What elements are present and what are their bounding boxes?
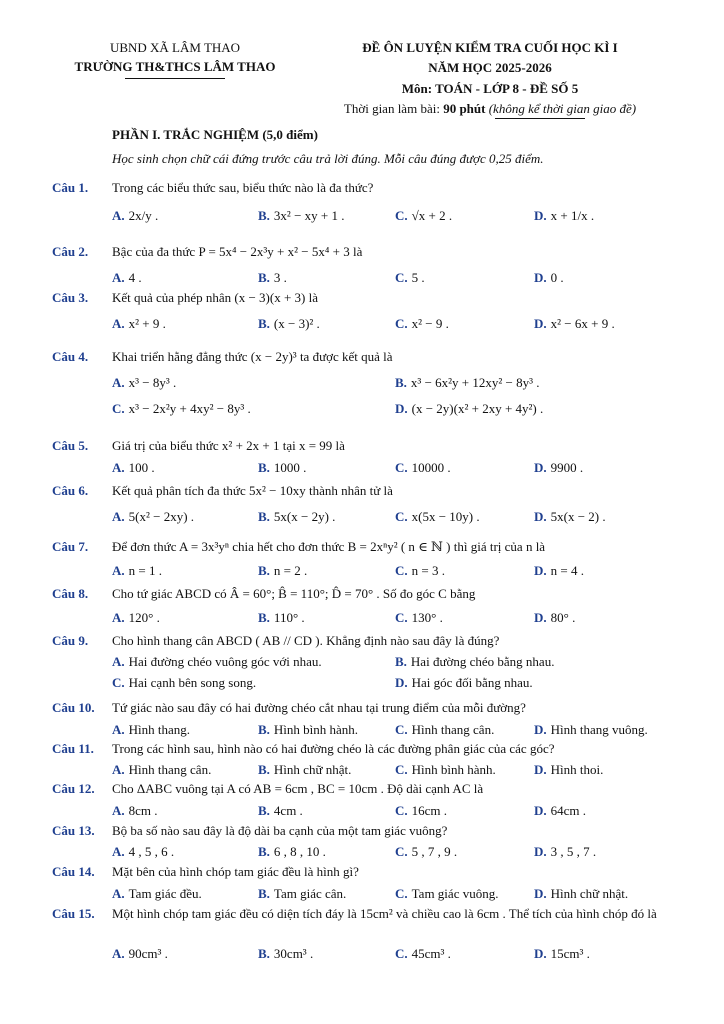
- answer-option[interactable]: [112, 844, 174, 860]
- option-label: C.: [395, 722, 408, 737]
- option-label: C.: [395, 208, 408, 223]
- answer-option[interactable]: [112, 886, 202, 902]
- question-number: Câu 12.: [52, 781, 95, 796]
- option-label: B.: [258, 762, 270, 777]
- answer-option[interactable]: [258, 886, 346, 902]
- option-label: C.: [395, 844, 408, 859]
- option-text: 6 , 8 , 10 .: [273, 844, 326, 859]
- option-text: Tam giác cân.: [273, 886, 347, 901]
- answer-option[interactable]: [395, 460, 451, 476]
- question: [52, 539, 682, 578]
- question-number: Câu 4.: [52, 349, 89, 364]
- answer-option[interactable]: [395, 208, 452, 224]
- option-text: x + 1/x .: [550, 208, 595, 223]
- answer-option[interactable]: [534, 460, 583, 476]
- option-label: C.: [395, 610, 408, 625]
- answer-option[interactable]: [112, 460, 155, 476]
- answer-option[interactable]: [395, 401, 543, 417]
- option-text: (x − 3)² .: [273, 316, 320, 331]
- time-prefix: Thời gian làm bài:: [343, 100, 444, 116]
- option-label: B.: [258, 722, 270, 737]
- option-label: C.: [395, 509, 408, 524]
- question-number: Câu 6.: [52, 483, 89, 498]
- answer-option[interactable]: [395, 762, 496, 778]
- option-text: 5x(x − 2y) .: [273, 509, 336, 524]
- option-label: D.: [534, 208, 547, 223]
- option-text: 5x(x − 2) .: [550, 509, 606, 524]
- answer-option[interactable]: [112, 803, 158, 819]
- option-label: D.: [534, 460, 547, 475]
- option-label: D.: [534, 886, 547, 901]
- option-label: D.: [534, 316, 547, 331]
- option-text: 30cm³ .: [273, 946, 314, 961]
- option-text: (x − 2y)(x² + 2xy + 4y²) .: [411, 401, 544, 416]
- question-text: Khai triển hằng đẳng thức (x − 2y)³ ta được kết quả là: [112, 349, 393, 364]
- option-text: 0 .: [550, 270, 564, 285]
- option-label: C.: [395, 316, 408, 331]
- option-label: A.: [112, 722, 125, 737]
- answer-option[interactable]: [112, 675, 256, 691]
- option-label: A.: [112, 270, 125, 285]
- option-text: 4cm .: [273, 803, 303, 818]
- option-text: x³ − 2x²y + 4xy² − 8y³ .: [128, 401, 251, 416]
- answer-option[interactable]: [395, 803, 447, 819]
- answer-option[interactable]: [395, 375, 540, 391]
- option-text: Hình chữ nhật.: [550, 886, 629, 901]
- section-title: PHẦN I. TRẮC NGHIỆM (5,0 điểm): [112, 127, 318, 142]
- option-text: Hình bình hành.: [273, 722, 359, 737]
- option-label: D.: [534, 509, 547, 524]
- answer-option[interactable]: [395, 844, 457, 860]
- question: [52, 290, 682, 331]
- option-text: 120° .: [128, 610, 160, 625]
- answer-option[interactable]: [534, 316, 615, 332]
- question: [52, 633, 682, 690]
- question-text: Trong các biểu thức sau, biểu thức nào là đa thức?: [112, 180, 374, 195]
- question-number: Câu 8.: [52, 586, 89, 601]
- option-label: B.: [258, 316, 270, 331]
- option-text: Hình thang cân.: [411, 722, 495, 737]
- answer-option[interactable]: [395, 722, 494, 738]
- option-label: C.: [112, 675, 125, 690]
- option-text: 130° .: [411, 610, 443, 625]
- option-label: C.: [395, 762, 408, 777]
- answer-option[interactable]: [534, 844, 596, 860]
- answer-option[interactable]: [258, 610, 305, 626]
- question-number: Câu 13.: [52, 823, 95, 838]
- question-text: Giá trị của biểu thức x² + 2x + 1 tại x = 99 là: [112, 438, 345, 453]
- option-label: D.: [534, 610, 547, 625]
- option-text: x² + 9 .: [128, 316, 166, 331]
- option-text: Hai đường chéo bằng nhau.: [410, 654, 555, 669]
- option-text: 3 .: [273, 270, 287, 285]
- option-label: A.: [112, 460, 125, 475]
- answer-option[interactable]: [258, 762, 351, 778]
- option-label: C.: [395, 270, 408, 285]
- time-value: 90 phút: [443, 100, 486, 116]
- option-label: C.: [395, 946, 408, 961]
- option-text: x³ − 8y³ .: [128, 375, 177, 390]
- option-label: C.: [395, 803, 408, 818]
- option-label: D.: [534, 803, 547, 818]
- answer-option[interactable]: [258, 803, 303, 819]
- answer-option[interactable]: [534, 610, 575, 626]
- option-text: 2x/y .: [128, 208, 159, 223]
- answer-option[interactable]: [395, 316, 449, 332]
- answer-option[interactable]: [395, 886, 498, 902]
- answer-option[interactable]: [112, 762, 211, 778]
- option-label: A.: [112, 375, 125, 390]
- question-text: Bậc của đa thức P = 5x⁴ − 2x³y + x² − 5x⁴ + 3 là: [112, 244, 363, 259]
- option-text: 100 .: [128, 460, 155, 475]
- option-label: B.: [258, 563, 270, 578]
- question-text: Kết quả của phép nhân (x − 3)(x + 3) là: [112, 290, 318, 305]
- option-text: x³ − 6x²y + 12xy² − 8y³ .: [410, 375, 540, 390]
- question-number: Câu 11.: [52, 741, 94, 756]
- question: [52, 864, 682, 901]
- answer-option[interactable]: [112, 610, 160, 626]
- option-text: 5(x² − 2xy) .: [128, 509, 195, 524]
- answer-option[interactable]: [395, 270, 425, 286]
- answer-option[interactable]: [534, 208, 594, 224]
- answer-option[interactable]: [534, 886, 628, 902]
- option-label: B.: [395, 654, 407, 669]
- option-text: 15cm³ .: [550, 946, 590, 961]
- option-label: A.: [112, 946, 125, 961]
- question-number: Câu 9.: [52, 633, 89, 648]
- option-text: Tam giác đều.: [128, 886, 202, 901]
- option-text: 1000 .: [273, 460, 307, 475]
- question-number: Câu 14.: [52, 864, 95, 879]
- answer-option[interactable]: [395, 675, 533, 691]
- question-number: Câu 2.: [52, 244, 89, 259]
- answer-option[interactable]: [258, 722, 358, 738]
- option-text: Tam giác vuông.: [411, 886, 499, 901]
- option-label: B.: [258, 460, 270, 475]
- option-text: Hai đường chéo vuông góc với nhau.: [128, 654, 322, 669]
- school-year: NĂM HỌC 2025-2026: [428, 60, 552, 76]
- option-label: A.: [112, 844, 125, 859]
- option-label: B.: [258, 610, 270, 625]
- question: [52, 741, 682, 777]
- option-text: √x + 2 .: [411, 208, 453, 223]
- answer-option[interactable]: [258, 208, 344, 224]
- question: [52, 244, 682, 285]
- answer-option[interactable]: [112, 401, 251, 417]
- option-text: x² − 6x + 9 .: [550, 316, 615, 331]
- question-text: Trong các hình sau, hình nào có hai đường chéo là các đường phân giác của các góc?: [112, 741, 555, 756]
- question-text: Bộ ba số nào sau đây là độ dài ba cạnh của một tam giác vuông?: [112, 823, 448, 838]
- answer-option[interactable]: [258, 270, 287, 286]
- question-text: Tứ giác nào sau đây có hai đường chéo cắt nhau tại trung điểm của mỗi đường?: [112, 700, 526, 715]
- question: [52, 438, 682, 475]
- divider: [495, 118, 585, 119]
- question: [52, 180, 682, 223]
- option-label: B.: [258, 270, 270, 285]
- answer-option[interactable]: [258, 946, 313, 962]
- answer-option[interactable]: [112, 654, 322, 670]
- option-text: Hình bình hành.: [411, 762, 496, 777]
- exam-title: ĐỀ ÔN LUYỆN KIỂM TRA CUỐI HỌC KÌ I: [362, 40, 618, 55]
- question-number: Câu 7.: [52, 539, 89, 554]
- option-label: A.: [112, 654, 125, 669]
- option-text: x² − 9 .: [411, 316, 449, 331]
- option-text: 80° .: [550, 610, 576, 625]
- answer-option[interactable]: [395, 610, 443, 626]
- option-label: D.: [534, 844, 547, 859]
- question: [52, 700, 682, 737]
- option-label: C.: [112, 401, 125, 416]
- option-label: B.: [258, 509, 270, 524]
- school-name: TRƯỜNG TH&THCS LÂM THAO: [74, 59, 276, 75]
- time-line: [320, 101, 660, 117]
- question-text: Cho ΔABC vuông tại A có AB = 6cm , BC = 10cm . Độ dài cạnh AC là: [112, 781, 484, 796]
- option-label: D.: [395, 401, 408, 416]
- option-text: n = 3 .: [411, 563, 445, 578]
- question-text: Cho hình thang cân ABCD ( AB // CD ). Khẳng định nào sau đây là đúng?: [112, 633, 500, 648]
- time-suffix: (không kể thời gian giao đề): [485, 100, 637, 116]
- option-label: D.: [534, 722, 547, 737]
- answer-option[interactable]: [258, 460, 306, 476]
- option-label: A.: [112, 208, 125, 223]
- question-number: Câu 5.: [52, 438, 89, 453]
- option-label: C.: [395, 886, 408, 901]
- option-label: B.: [258, 208, 270, 223]
- option-text: Hai cạnh bên song song.: [128, 675, 257, 690]
- answer-option[interactable]: [534, 946, 590, 962]
- exam-header: [320, 40, 660, 117]
- option-label: A.: [112, 762, 125, 777]
- question: [52, 781, 682, 818]
- question-number: Câu 15.: [52, 906, 95, 921]
- option-text: Hình thoi.: [550, 762, 604, 777]
- question-number: Câu 1.: [52, 180, 89, 195]
- answer-option[interactable]: [258, 316, 320, 332]
- answer-option[interactable]: [395, 946, 451, 962]
- option-text: Hình thang cân.: [128, 762, 212, 777]
- option-text: n = 2 .: [273, 563, 308, 578]
- school-header: [50, 40, 300, 79]
- divider: [125, 78, 225, 79]
- option-label: D.: [534, 946, 547, 961]
- option-text: 45cm³ .: [411, 946, 451, 961]
- option-text: n = 1 .: [128, 563, 162, 578]
- answer-option[interactable]: [112, 563, 162, 579]
- option-text: 8cm .: [128, 803, 158, 818]
- question-text: Một hình chóp tam giác đều có diện tích đáy là 15cm² và chiều cao là 6cm . Thể tích của hình chóp đó là: [112, 906, 657, 921]
- option-text: 10000 .: [411, 460, 451, 475]
- option-label: D.: [395, 675, 408, 690]
- option-text: 110° .: [273, 610, 305, 625]
- answer-option[interactable]: [112, 509, 194, 525]
- answer-option[interactable]: [534, 762, 603, 778]
- question: [52, 823, 682, 859]
- option-text: Hình thang.: [128, 722, 191, 737]
- district-name: UBND XÃ LÂM THAO: [109, 40, 241, 55]
- answer-option[interactable]: [112, 270, 142, 286]
- option-label: A.: [112, 886, 125, 901]
- answer-option[interactable]: [112, 208, 158, 224]
- answer-option[interactable]: [395, 563, 445, 579]
- option-label: D.: [534, 270, 547, 285]
- question: [52, 483, 682, 524]
- option-text: 3 , 5 , 7 .: [550, 844, 597, 859]
- answer-option[interactable]: [534, 509, 606, 525]
- option-text: 90cm³ .: [128, 946, 168, 961]
- answer-option[interactable]: [534, 803, 586, 819]
- answer-option[interactable]: [112, 375, 176, 391]
- option-text: Hình thang vuông.: [550, 722, 648, 737]
- question-text: Cho tứ giác ABCD có Â = 60°; B̂ = 110°; D̂ = 70° . Số đo góc C bằng: [112, 586, 476, 601]
- answer-option[interactable]: [395, 654, 554, 670]
- option-label: B.: [395, 375, 407, 390]
- option-label: A.: [112, 563, 125, 578]
- option-label: A.: [112, 509, 125, 524]
- option-text: 5 , 7 , 9 .: [411, 844, 458, 859]
- option-label: D.: [534, 762, 547, 777]
- option-label: A.: [112, 610, 125, 625]
- option-label: C.: [395, 563, 408, 578]
- option-text: 64cm .: [550, 803, 587, 818]
- question: [52, 586, 682, 625]
- option-text: 5 .: [411, 270, 425, 285]
- option-text: 9900 .: [550, 460, 584, 475]
- answer-option[interactable]: [258, 509, 335, 525]
- answer-option[interactable]: [395, 509, 480, 525]
- subject: Môn: TOÁN - LỚP 8 - ĐỀ SỐ 5: [401, 80, 579, 96]
- option-label: A.: [112, 316, 125, 331]
- question: [52, 906, 682, 961]
- option-text: Hai góc đối bằng nhau.: [411, 675, 533, 690]
- option-label: B.: [258, 803, 270, 818]
- question-text: Để đơn thức A = 3x³yⁿ chia hết cho đơn thức B = 2xⁿy² ( n ∈ ℕ ) thì giá trị của n là: [112, 539, 546, 554]
- option-label: C.: [395, 460, 408, 475]
- option-label: B.: [258, 886, 270, 901]
- option-text: 3x² − xy + 1 .: [273, 208, 345, 223]
- answer-option[interactable]: [534, 270, 564, 286]
- option-text: x(5x − 10y) .: [411, 509, 480, 524]
- option-text: n = 4 .: [550, 563, 584, 578]
- option-text: 16cm .: [411, 803, 448, 818]
- option-label: B.: [258, 844, 270, 859]
- option-label: A.: [112, 803, 125, 818]
- answer-option[interactable]: [258, 844, 326, 860]
- question: [52, 349, 682, 416]
- option-label: B.: [258, 946, 270, 961]
- question-number: Câu 3.: [52, 290, 89, 305]
- answer-option[interactable]: [112, 316, 166, 332]
- answer-option[interactable]: [112, 946, 168, 962]
- option-text: Hình chữ nhật.: [273, 762, 352, 777]
- answer-option[interactable]: [258, 563, 307, 579]
- question-text: Mặt bên của hình chóp tam giác đều là hình gì?: [112, 864, 359, 879]
- answer-option[interactable]: [534, 722, 648, 738]
- option-text: 4 , 5 , 6 .: [128, 844, 175, 859]
- question-number: Câu 10.: [52, 700, 95, 715]
- section-instruction: Học sinh chọn chữ cái đứng trước câu trả lời đúng. Mỗi câu đúng được 0,25 điểm.: [112, 151, 544, 166]
- answer-option[interactable]: [534, 563, 584, 579]
- option-label: D.: [534, 563, 547, 578]
- answer-option[interactable]: [112, 722, 190, 738]
- option-text: 4 .: [128, 270, 142, 285]
- question-text: Kết quả phân tích đa thức 5x² − 10xy thành nhân tử là: [112, 483, 393, 498]
